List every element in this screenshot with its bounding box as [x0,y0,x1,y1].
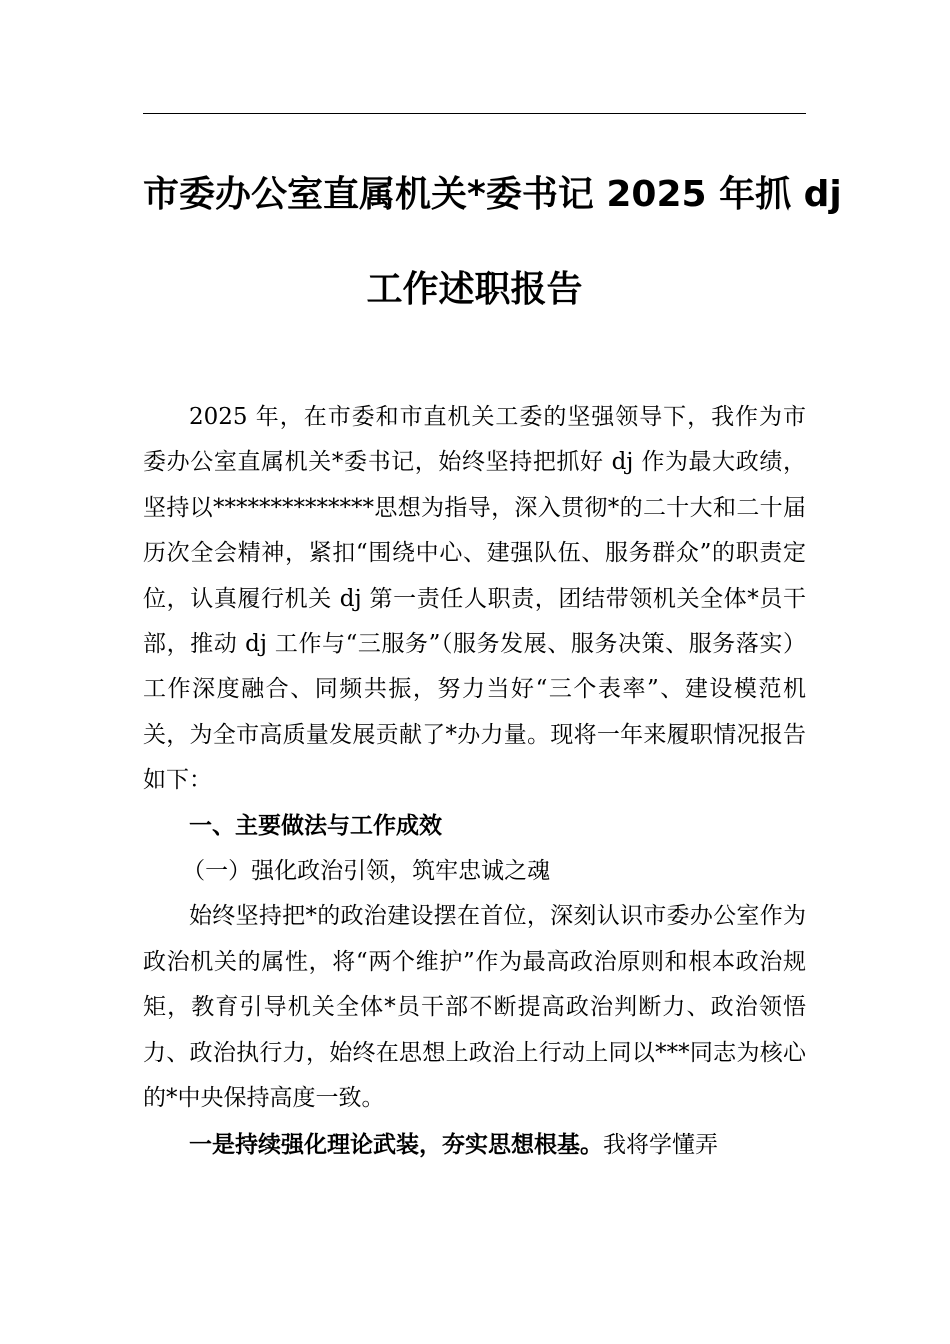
document-title-line1: 市委办公室直属机关*委书记 2025 年抓 dj [143,174,842,215]
point-text: 我将学懂弄 [603,1131,718,1158]
document-body [143,395,806,1168]
body-paragraph-point [143,1122,806,1168]
document-title-line2: 工作述职报告 [366,269,583,310]
intro-paragraph: 2025 年，在市委和市直机关工委的坚强领导下，我作为市委办公室直属机关*委书记，始终坚持把抓好 dj 作为最大政绩，坚持以**************思想为指导，深入贯彻*的二十大和二十届历次全会精神，紧扣“围绕中心、建强队伍、服务群众”的职责定位，认真履行机关 dj 第一责任人职责，团结带领机关全体*员干部，推动 dj 工作与“三服务”（服务发展、服务决策、服务落实）工作深度融合、同频共振，努力当好“三个表率”、建设模范机关，为全市高质量发展贡献了*办力量。现将一年来履职情况报告如下： [143,404,806,794]
header-rule [143,113,806,114]
body-paragraph: 始终坚持把*的政治建设摆在首位，深刻认识市委办公室作为政治机关的属性，将“两个维护”作为最高政治原则和根本政治规矩，教育引导机关全体*员干部不断提高政治判断力、政治领悟力、政治执行力，始终在思想上政治上行动上同以***同志为核心的*中央保持高度一致。 [143,903,806,1112]
section-heading: 一、主要做法与工作成效 [189,812,442,839]
point-lead: 一是持续强化理论武装，夯实思想根基。 [189,1130,603,1158]
subsection-heading: （一）强化政治引领，筑牢忠诚之魂 [182,858,551,885]
